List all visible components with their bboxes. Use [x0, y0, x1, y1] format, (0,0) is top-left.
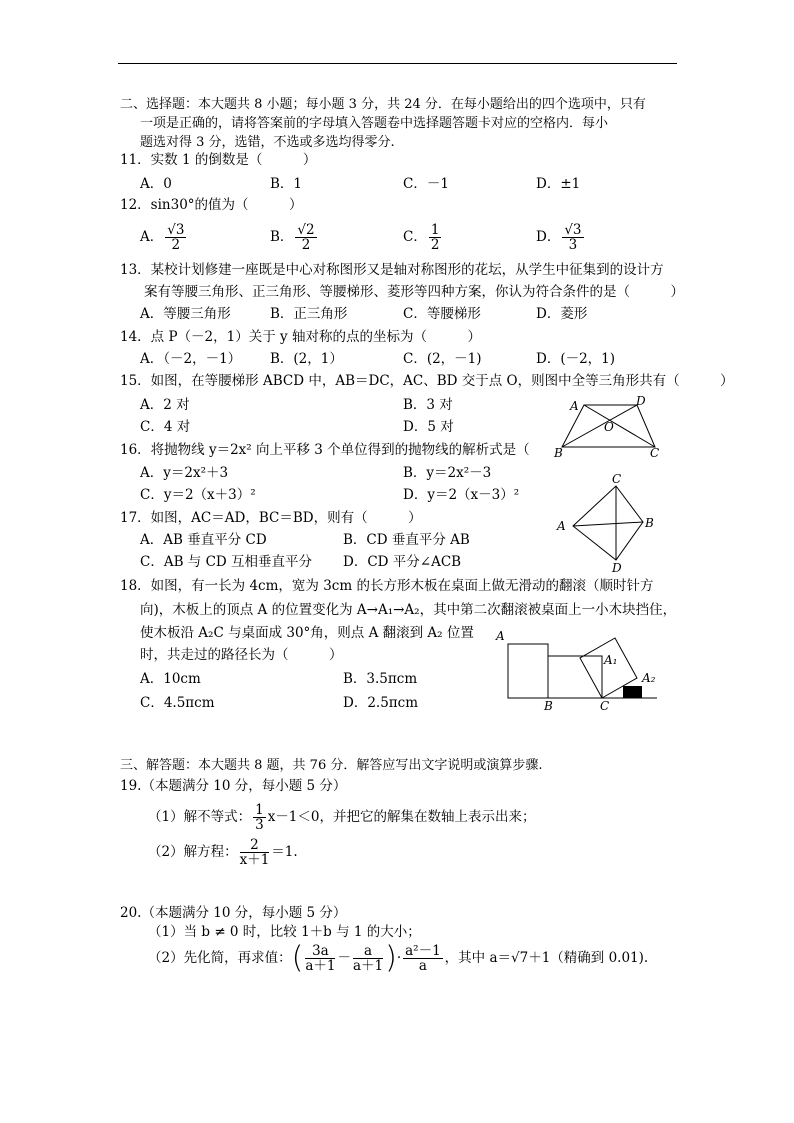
q20-part1: （1）当 b ≠ 0 时，比较 1＋b 与 1 的大小；: [148, 924, 421, 940]
q17-option-c: C．AB 与 CD 互相垂直平分: [140, 554, 313, 570]
q13-line1: 13．某校计划修建一座既是中心对称图形又是轴对称图形的花坛，从学生中征集到的设计方: [120, 262, 664, 278]
fig15-label-b: B: [554, 446, 563, 460]
q13-option-b: B．正三角形: [270, 306, 348, 322]
q18-line4: 时，共走过的路径长为（ ）: [140, 647, 343, 663]
header-rule: [118, 63, 677, 64]
fig17-label-b: B: [645, 516, 654, 530]
q18-line1: 18．如图，有一长为 4cm，宽为 3cm 的长方形木板在桌面上做无滑动的翻滚（顺时针方: [120, 578, 654, 594]
q18-option-b: B．3.5πcm: [343, 671, 418, 687]
q12-option-d: D． $\frac{√3}{3}$: [536, 222, 582, 253]
q17-option-a: A．AB 垂直平分 CD: [140, 532, 267, 548]
fig18-label-a: A: [496, 629, 505, 643]
q14-option-b: B．(2，1）: [270, 351, 343, 367]
q16-option-b: B．y＝2x²－3: [403, 465, 492, 481]
q17-stem: 17．如图，AC＝AD，BC＝BD，则有（ ）: [120, 510, 422, 526]
fig15-label-c: C: [650, 446, 660, 460]
section2-line1: 二、选择题：本大题共 8 小题；每小题 3 分，共 24 分．在每小题给出的四个选项中，只有: [120, 97, 646, 112]
fig18-label-a2: A₂: [642, 671, 656, 685]
q11-option-d: D．±1: [536, 176, 581, 192]
section3-title: 三、解答题：本大题共 8 题，共 76 分．解答应写出文字说明或演算步骤.: [120, 758, 543, 773]
q12-option-a: A． $\frac{√3}{2}$: [140, 222, 185, 253]
q15-stem: 15．如图，在等腰梯形 ABCD 中，AB＝DC，AC、BD 交于点 O，则图中全等三角形共有（ ）: [120, 373, 734, 389]
q16-option-c: C．y＝2（x＋3）²: [140, 487, 256, 503]
q11-stem: 11．实数 1 的倒数是（ ）: [120, 152, 317, 168]
q18-option-c: C．4.5πcm: [140, 695, 215, 711]
q15-option-d: D．5 对: [403, 419, 454, 435]
q18-option-a: A．10cm: [140, 671, 201, 687]
fig17-label-c: C: [612, 472, 622, 486]
q11-option-c: C．－1: [403, 176, 449, 192]
q15-option-b: B．3 对: [403, 397, 453, 413]
q13-option-a: A．等腰三角形: [140, 306, 231, 322]
q19-head: 19.（本题满分 10 分，每小题 5 分）: [120, 778, 347, 794]
q14-option-a: A．（－2，－1）: [140, 351, 242, 367]
section2-line2: 一项是正确的，请将答案前的字母填入答题卷中选择题答题卡对应的空格内．每小: [140, 116, 609, 131]
fig15-label-d: D: [636, 394, 646, 408]
q15-option-a: A．2 对: [140, 397, 190, 413]
fig18-label-b: B: [544, 699, 553, 712]
section2-line3: 题选对得 3 分，选错，不选或多选均得零分.: [140, 135, 395, 150]
q14-option-c: C．(2，－1): [403, 351, 482, 367]
fig17-label-a: A: [557, 519, 566, 533]
q11-option-a: A．0: [140, 176, 172, 192]
q12-option-b: B． $\frac{√2}{2}$: [270, 222, 315, 253]
q17-option-d: D．CD 平分∠ACB: [343, 554, 462, 570]
fig17-label-d: D: [612, 561, 622, 575]
q19-part1: （1）解不等式： $\frac{1}{3}$ x－1＜0，并把它的解集在数轴上表示出来；: [148, 802, 536, 833]
q12-option-c: C． $\frac{1}{2}$: [403, 222, 440, 253]
q13-option-d: D．菱形: [536, 306, 588, 322]
rolling-board-figure: [492, 620, 662, 712]
q20-head: 20.（本题满分 10 分，每小题 5 分）: [120, 905, 347, 921]
fig18-label-a1: A₁: [604, 653, 618, 667]
q15-option-c: C．4 对: [140, 419, 191, 435]
q13-line2: 案有等腰三角形、正三角形、等腰梯形、菱形等四种方案，你认为符合条件的是（ ）: [144, 284, 684, 300]
q14-stem: 14．点 P（－2，1）关于 y 轴对称的点的坐标为（ ）: [120, 329, 481, 345]
kite-figure: [553, 472, 663, 576]
q14-option-d: D．(－2，1): [536, 351, 616, 367]
fig18-label-c: C: [600, 699, 610, 712]
q20-part2: （2）先化简，再求值：( $\frac{3a}{a+1}$ － $\frac{a}{a+1}$ )· $\frac{\text{a²－1}}{a}$ ，其中 a＝√7＋1（精确到 0.01).: [148, 940, 649, 976]
q13-option-c: C．等腰梯形: [403, 306, 481, 322]
q16-option-d: D．y＝2（x－3）²: [403, 487, 520, 503]
q18-line3: 使木板沿 A₂C 与桌面成 30°角，则点 A 翻滚到 A₂ 位置: [140, 625, 474, 641]
q16-stem: 16．将抛物线 y＝2x² 向上平移 3 个单位得到的抛物线的解析式是（: [120, 442, 530, 458]
q16-option-a: A．y＝2x²＋3: [140, 465, 229, 481]
fig15-label-o: O: [604, 420, 614, 434]
trapezoid-figure: [550, 393, 670, 463]
q19-part2: （2）解方程： $\frac{2}{x+1}$ ＝1.: [148, 837, 298, 868]
q12-stem: 12．sin30°的值为（ ）: [120, 197, 303, 213]
q11-option-b: B．1: [270, 176, 303, 192]
q18-line2: 向)，木板上的顶点 A 的位置变化为 A→A₁→A₂，其中第二次翻滚被桌面上一小木块挡住，: [140, 602, 677, 618]
fig15-label-a: A: [570, 399, 579, 413]
q17-option-b: B．CD 垂直平分 AB: [343, 532, 470, 548]
q18-option-d: D．2.5πcm: [343, 695, 419, 711]
